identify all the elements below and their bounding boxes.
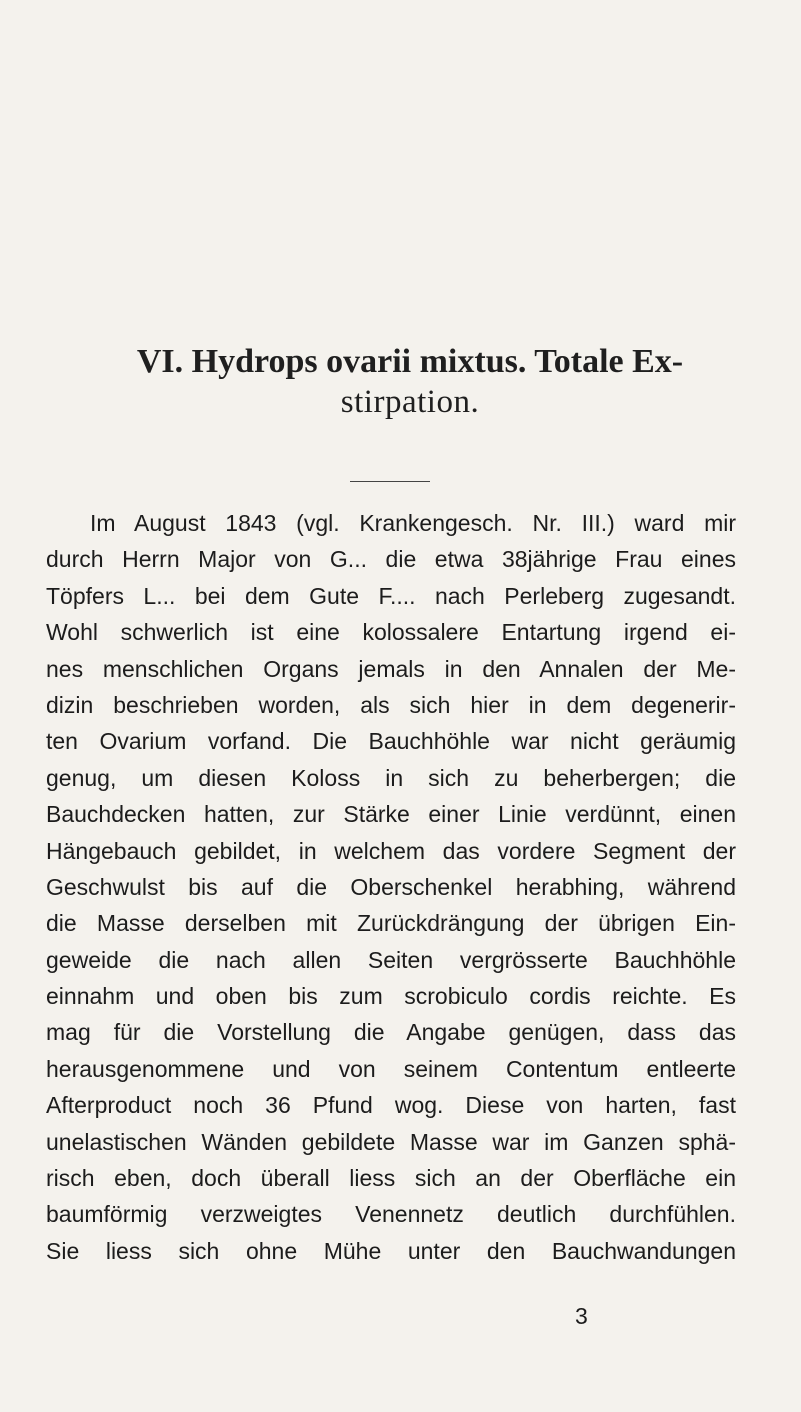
text-line: unelastischen Wänden gebildete Masse war im Ganzen sphä- (46, 1128, 736, 1155)
text-line: dizin beschrieben worden, als sich hier in dem degenerir- (46, 691, 736, 718)
text-line: Wohl schwerlich ist eine kolossalere Entartung irgend ei- (46, 619, 736, 646)
text-line: baumförmig verzweigtes Venennetz deutlich durchfühlen. (46, 1201, 736, 1228)
text-line: durch Herrn Major von G... die etwa 38jährige Frau eines (46, 546, 736, 573)
text-line: Töpfers L... bei dem Gute F.... nach Perleberg zugesandt. (46, 582, 736, 609)
text-line: Sie liess sich ohne Mühe unter den Bauchwandungen (46, 1237, 736, 1264)
text-line: Hängebauch gebildet, in welchem das vordere Segment der (46, 837, 736, 864)
text-line: geweide die nach allen Seiten vergrösserte Bauchhöhle (46, 946, 736, 973)
section-divider-rule (350, 481, 430, 482)
chapter-heading-line-1: VI. Hydrops ovarii mixtus. Totale Ex- (136, 343, 684, 380)
text-line: mag für die Vorstellung die Angabe genügen, dass das (46, 1019, 736, 1046)
text-line: genug, um diesen Koloss in sich zu beherbergen; die (46, 764, 736, 791)
text-line: nes menschlichen Organs jemals in den Annalen der Me- (46, 655, 736, 682)
text-line: Im August 1843 (vgl. Krankengesch. Nr. III.) ward mir (90, 510, 736, 536)
signature-mark: 3 (575, 1303, 588, 1329)
chapter-heading-line-2: stirpation. (340, 384, 480, 420)
text-line: risch eben, doch überall liess sich an der Oberfläche ein (46, 1165, 736, 1192)
body-paragraph (46, 505, 736, 1269)
text-line: ten Ovarium vorfand. Die Bauchhöhle war nicht geräumig (46, 728, 736, 755)
text-line: Afterproduct noch 36 Pfund wog. Diese von harten, fast (46, 1092, 736, 1119)
chapter-heading (90, 342, 730, 422)
text-line: die Masse derselben mit Zurückdrängung der übrigen Ein- (46, 910, 736, 937)
text-line: herausgenommene und von seinem Contentum entleerte (46, 1055, 736, 1082)
text-line: Bauchdecken hatten, zur Stärke einer Linie verdünnt, einen (46, 801, 736, 828)
text-line: einnahm und oben bis zum scrobiculo cordis reichte. Es (46, 983, 736, 1010)
text-line: Geschwulst bis auf die Oberschenkel herabhing, während (46, 873, 736, 900)
